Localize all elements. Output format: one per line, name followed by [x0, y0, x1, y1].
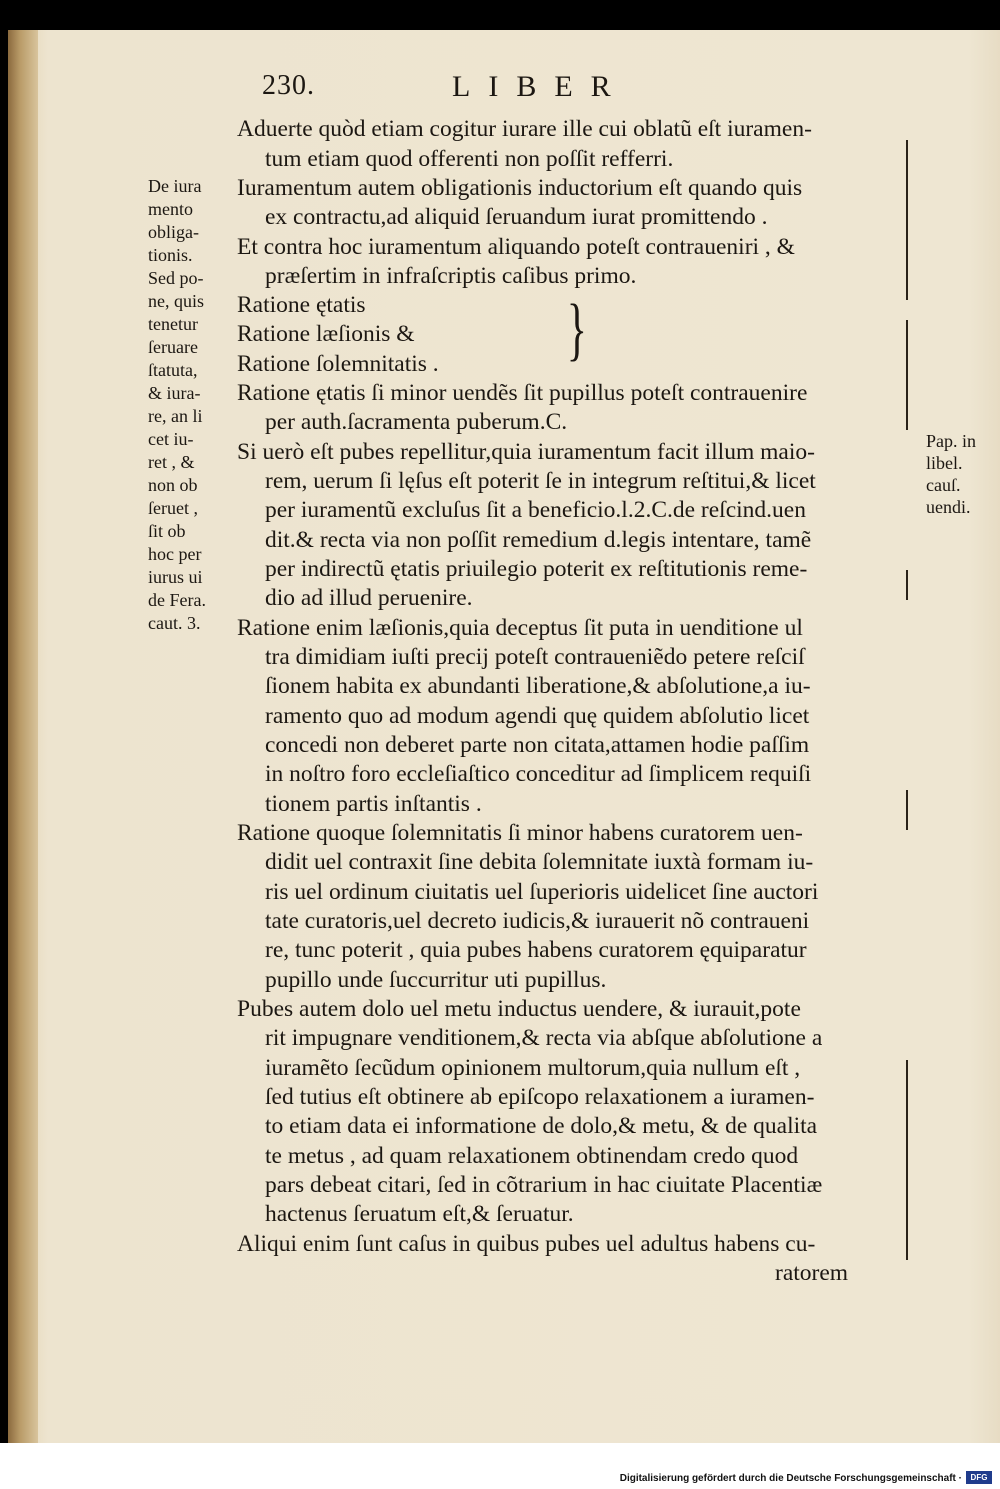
text-line: Et contra hoc iuramentum aliquando poteſt contraueniri , & — [237, 234, 795, 260]
margin-line: de Fera. — [148, 590, 206, 610]
funding-credit: Digitalisierung gefördert durch die Deutsche Forschungsgemeinschaft · — [619, 1473, 962, 1484]
margin-line: iurus ui — [148, 567, 203, 587]
page-number: 230. — [262, 70, 315, 101]
text-line: Aliqui enim ſunt caſus in quibus pubes uel adultus habens cu- — [237, 1231, 816, 1257]
margin-line: ſeruet , — [148, 498, 198, 518]
show-through-rule — [906, 790, 908, 830]
text-line: per iuramentũ excluſus ſit a beneficio.l.2.C.de reſcind.uen — [265, 497, 806, 523]
right-marginal-note — [926, 430, 996, 518]
text-line: ex contractu,ad aliquid ſeruandum iurat promittendo . — [265, 204, 768, 230]
margin-line: ſeruare — [148, 337, 198, 357]
margin-line: ret , & — [148, 452, 195, 472]
text-line: ramento quo ad modum agendi quę quidem abſolutio licet — [265, 703, 810, 729]
dfg-logo: DFG — [966, 1471, 992, 1484]
margin-line: hoc per — [148, 544, 202, 564]
margin-line: cauſ. — [926, 475, 961, 495]
text-line: dit.& recta via non poſſit remedium d.legis intentare, tamẽ — [265, 527, 812, 553]
text-line: to etiam data ei informatione de dolo,& metu, & de qualita — [265, 1113, 818, 1139]
margin-line: ſtatuta, — [148, 360, 198, 380]
digitization-footer — [0, 1443, 1000, 1489]
margin-line: caut. 3. — [148, 613, 201, 633]
text-line: pupillo unde ſuccurritur uti pupillus. — [265, 967, 607, 993]
text-line: præſertim in infraſcriptis caſibus primo. — [265, 263, 637, 289]
text-line: per auth.ſacramenta puberum.C. — [265, 409, 568, 435]
text-line: ratorem — [775, 1260, 849, 1286]
show-through-rule — [906, 140, 908, 300]
text-line: rem, uerum ſi lęſus eſt poterit ſe in integrum reſtitui,& licet — [265, 468, 816, 494]
margin-line: mento — [148, 199, 193, 219]
text-line: ſionem habita ex abundanti liberatione,& abſolutione,a iu- — [265, 673, 811, 699]
text-line: ris uel ordinum ciuitatis uel ſuperioris uidelicet ſine auctori — [265, 879, 819, 905]
text-line: ſed tutius eſt obtinere ab epiſcopo relaxationem a iuramen- — [265, 1084, 815, 1110]
text-line: tum etiam quod offerenti non poſſit refferri. — [265, 146, 674, 172]
text-line: pars debeat citari, ſed in cõtrarium in hac ciuitate Placentiæ — [265, 1172, 823, 1198]
text-line: rit impugnare venditionem,& recta via abſque abſolutione a — [265, 1025, 823, 1051]
text-line: re, tunc poterit , quia pubes habens curatorem ęquiparatur — [265, 937, 807, 963]
text-line: Ratione ętatis ſi minor uendẽs ſit pupillus poteſt contrauenire — [237, 380, 808, 406]
book-gutter — [8, 30, 38, 1443]
show-through-rule — [906, 1060, 908, 1260]
text-line: tra dimidiam iuſti precij poteſt contraueniẽdo petere reſciſ — [265, 644, 805, 670]
brace-bracket: } — [566, 291, 587, 368]
margin-line: Sed po- — [148, 268, 204, 288]
margin-line: ſit ob — [148, 521, 186, 541]
show-through-rule — [906, 570, 908, 600]
margin-line: tenetur — [148, 314, 198, 334]
margin-line: De iura — [148, 176, 202, 196]
running-head: LIBER — [452, 70, 629, 103]
margin-line: libel. — [926, 453, 963, 473]
margin-line: & iura- — [148, 383, 201, 403]
margin-line: cet iu- — [148, 429, 194, 449]
text-line: iuramẽto ſecũdum opinionem multorum,quia nullum eſt , — [265, 1055, 801, 1081]
text-line: hactenus ſeruatum eſt,& ſeruatur. — [265, 1201, 574, 1227]
text-line: Ratione ętatis — [237, 292, 366, 318]
text-line: per indirectũ ętatis priuilegio poterit ex reſtitutionis reme- — [265, 556, 808, 582]
text-line: te metus , ad quam relaxationem obtinendam credo quod — [265, 1143, 799, 1169]
margin-line: re, an li — [148, 406, 203, 426]
text-line: Ratione quoque ſolemnitatis ſi minor habens curatorem uen- — [237, 820, 803, 846]
margin-line: Pap. in — [926, 431, 977, 451]
text-line: Pubes autem dolo uel metu inductus uendere, & iurauit,pote — [237, 996, 801, 1022]
text-line: Si uerò eſt pubes repellitur,quia iuramentum facit illum maio- — [237, 439, 815, 465]
margin-line: non ob — [148, 475, 198, 495]
margin-line: uendi. — [926, 497, 971, 517]
margin-line: tionis. — [148, 245, 193, 265]
text-line: in noſtro foro eccleſiaſtico conceditur ad ſimplicem requiſi — [265, 761, 812, 787]
text-line: Iuramentum autem obligationis inductorium eſt quando quis — [237, 175, 803, 201]
text-line: Ratione enim læſionis,quia deceptus ſit puta in uenditione ul — [237, 615, 803, 641]
text-line: didit uel contraxit ſine debita ſolemnitate iuxtà formam iu- — [265, 849, 814, 875]
text-line: concedi non deberet parte non citata,attamen hodie paſſim — [265, 732, 810, 758]
text-line: Aduerte quòd etiam cogitur iurare ille cui oblatũ eſt iuramen- — [237, 116, 812, 142]
margin-line: obliga- — [148, 222, 199, 242]
text-line: dio ad illud peruenire. — [265, 585, 473, 611]
left-marginal-note — [148, 175, 230, 635]
text-line: Ratione læſionis & — [237, 321, 415, 347]
show-through-rule — [906, 320, 908, 430]
margin-line: ne, quis — [148, 291, 204, 311]
text-line: Ratione ſolemnitatis . — [237, 351, 439, 377]
scan-top-border — [0, 0, 1000, 30]
text-line: tate curatoris,uel decreto iudicis,& iurauerit nõ contraueni — [265, 908, 810, 934]
text-line: tionem partis inſtantis . — [265, 791, 482, 817]
